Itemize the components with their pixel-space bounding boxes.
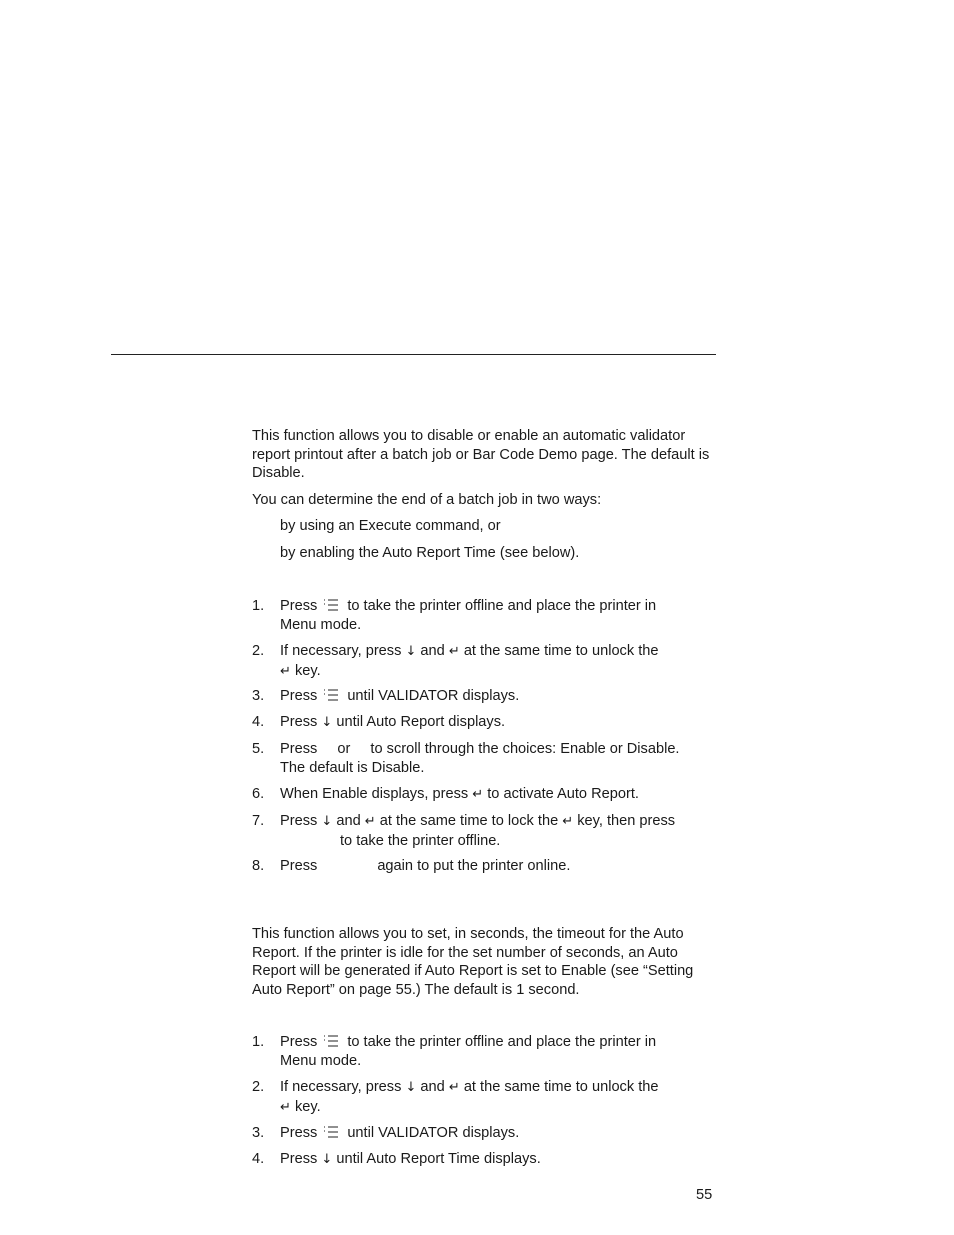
down-arrow-icon: ↓ [321, 814, 333, 829]
intro-paragraph: This function allows you to disable or enable an automatic validator report printout after a batch job or Bar Code Demo page. The default is Disable. [252, 428, 710, 482]
menu-key-icon [323, 1034, 343, 1048]
enter-key-icon: ↵ [280, 663, 291, 679]
menu-key-icon [323, 688, 343, 702]
enter-key-icon: ↵ [472, 787, 484, 802]
enter-key-icon: ↵ [280, 1099, 291, 1115]
step-number: 1. [252, 598, 265, 614]
down-arrow-icon: ↓ [321, 715, 333, 730]
batch-end-paragraph: You can determine the end of a batch job in two ways: [252, 492, 602, 508]
page-number: 55 [696, 1187, 713, 1203]
menu-key-icon [323, 1125, 343, 1139]
bullet-item: by using an Execute command, or [280, 518, 501, 534]
bullet-item: by enabling the Auto Report Time (see below). [280, 545, 580, 561]
menu-key-icon [323, 598, 343, 612]
down-arrow-icon: ↓ [321, 1152, 333, 1167]
enter-key-icon: ↵ [448, 644, 460, 659]
down-arrow-icon: ↓ [405, 644, 417, 659]
section-rule [111, 354, 716, 355]
enter-key-icon: ↵ [364, 814, 376, 829]
enter-key-icon: ↵ [562, 814, 574, 829]
auto-report-time-paragraph: This function allows you to set, in seconds, the timeout for the Auto Report. If the printer is idle for the set number of seconds, an Auto Report will be generated if Auto Report is set to Enable (see “Setting Auto Report” on page 55.) The default is 1 second. [252, 926, 694, 998]
down-arrow-icon: ↓ [405, 1080, 417, 1095]
enter-key-icon: ↵ [448, 1080, 460, 1095]
